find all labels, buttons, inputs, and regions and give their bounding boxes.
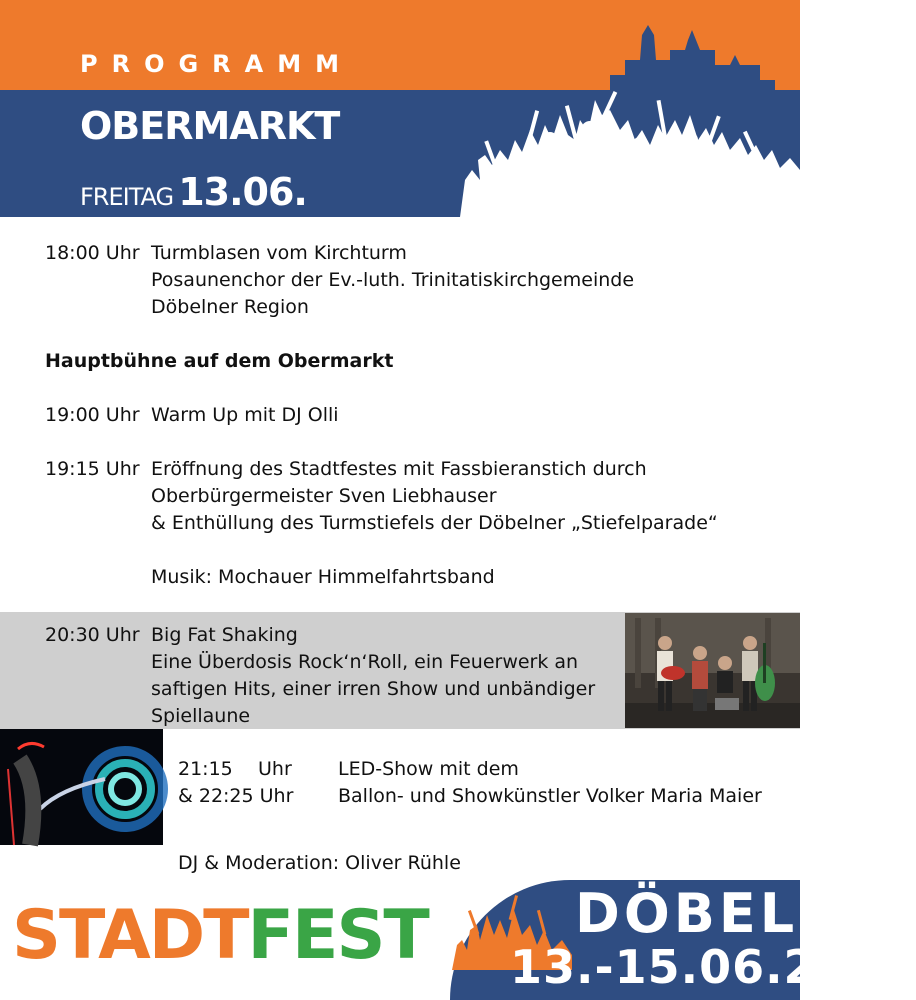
program-description xyxy=(151,456,800,591)
program-line: Musik: Mochauer Himmelfahrtsband xyxy=(151,566,495,588)
page-title: OBERMARKT xyxy=(80,104,340,148)
program-time: 18:00 Uhr xyxy=(45,242,140,264)
city-name: DÖBELN xyxy=(575,882,848,945)
program-line: Big Fat Shaking xyxy=(151,624,298,646)
logo-fest: FEST xyxy=(247,896,428,975)
program-description xyxy=(151,402,800,429)
header-date: 13.06. xyxy=(178,170,307,214)
program-line: Posaunenchor der Ev.-luth. Trinitatiskirchgemeinde xyxy=(151,269,635,291)
program-line: & Enthüllung des Turmstiefels der Döbelner „Stiefelparade“ xyxy=(151,512,718,534)
dj-moderation: DJ & Moderation: Oliver Rühle xyxy=(178,852,461,874)
led-show-entry xyxy=(178,756,778,816)
program-list xyxy=(0,240,800,591)
festival-date-range: 13.-15.06.2025 xyxy=(510,940,916,994)
program-description xyxy=(151,622,620,730)
program-time: 19:15 Uhr xyxy=(45,458,140,480)
stage-heading: Hauptbühne auf dem Obermarkt xyxy=(45,350,394,372)
program-item xyxy=(0,456,800,591)
program-item xyxy=(0,240,800,321)
led-description-line: Ballon- und Showkünstler Volker Maria Maier xyxy=(338,785,762,807)
header-day: FREITAG xyxy=(80,183,174,211)
band-photo xyxy=(625,613,800,728)
led-performer-photo xyxy=(0,729,163,845)
led-time-2: & 22:25 Uhr xyxy=(178,785,294,807)
program-line: Eröffnung des Stadtfestes mit Fassbieranstich durch xyxy=(151,458,647,480)
program-time: 20:30 Uhr xyxy=(45,624,140,646)
led-uhr-1: Uhr xyxy=(258,758,292,780)
program-item xyxy=(0,622,620,730)
program-description xyxy=(151,240,800,321)
header-kicker: PROGRAMM xyxy=(80,50,353,78)
program-line: saftigen Hits, einer irren Show und unbändiger xyxy=(151,678,596,700)
header-date-line xyxy=(80,170,307,214)
logo-stadt: STADT xyxy=(12,896,248,975)
led-time-1: 21:15 xyxy=(178,758,233,780)
program-line: Oberbürgermeister Sven Liebhauser xyxy=(151,485,497,507)
stadtfest-logo xyxy=(12,896,428,976)
program-line: Warm Up mit DJ Olli xyxy=(151,404,339,426)
program-line: Döbelner Region xyxy=(151,296,309,318)
program-line: Spiellaune xyxy=(151,705,251,727)
program-item xyxy=(0,402,800,429)
program-time: 19:00 Uhr xyxy=(45,404,140,426)
led-description-line: LED-Show mit dem xyxy=(338,758,519,780)
program-line: Turmblasen vom Kirchturm xyxy=(151,242,407,264)
crowd-silhouette-image xyxy=(430,20,800,217)
program-line: Eine Überdosis Rock‘n‘Roll, ein Feuerwerk an xyxy=(151,651,579,673)
